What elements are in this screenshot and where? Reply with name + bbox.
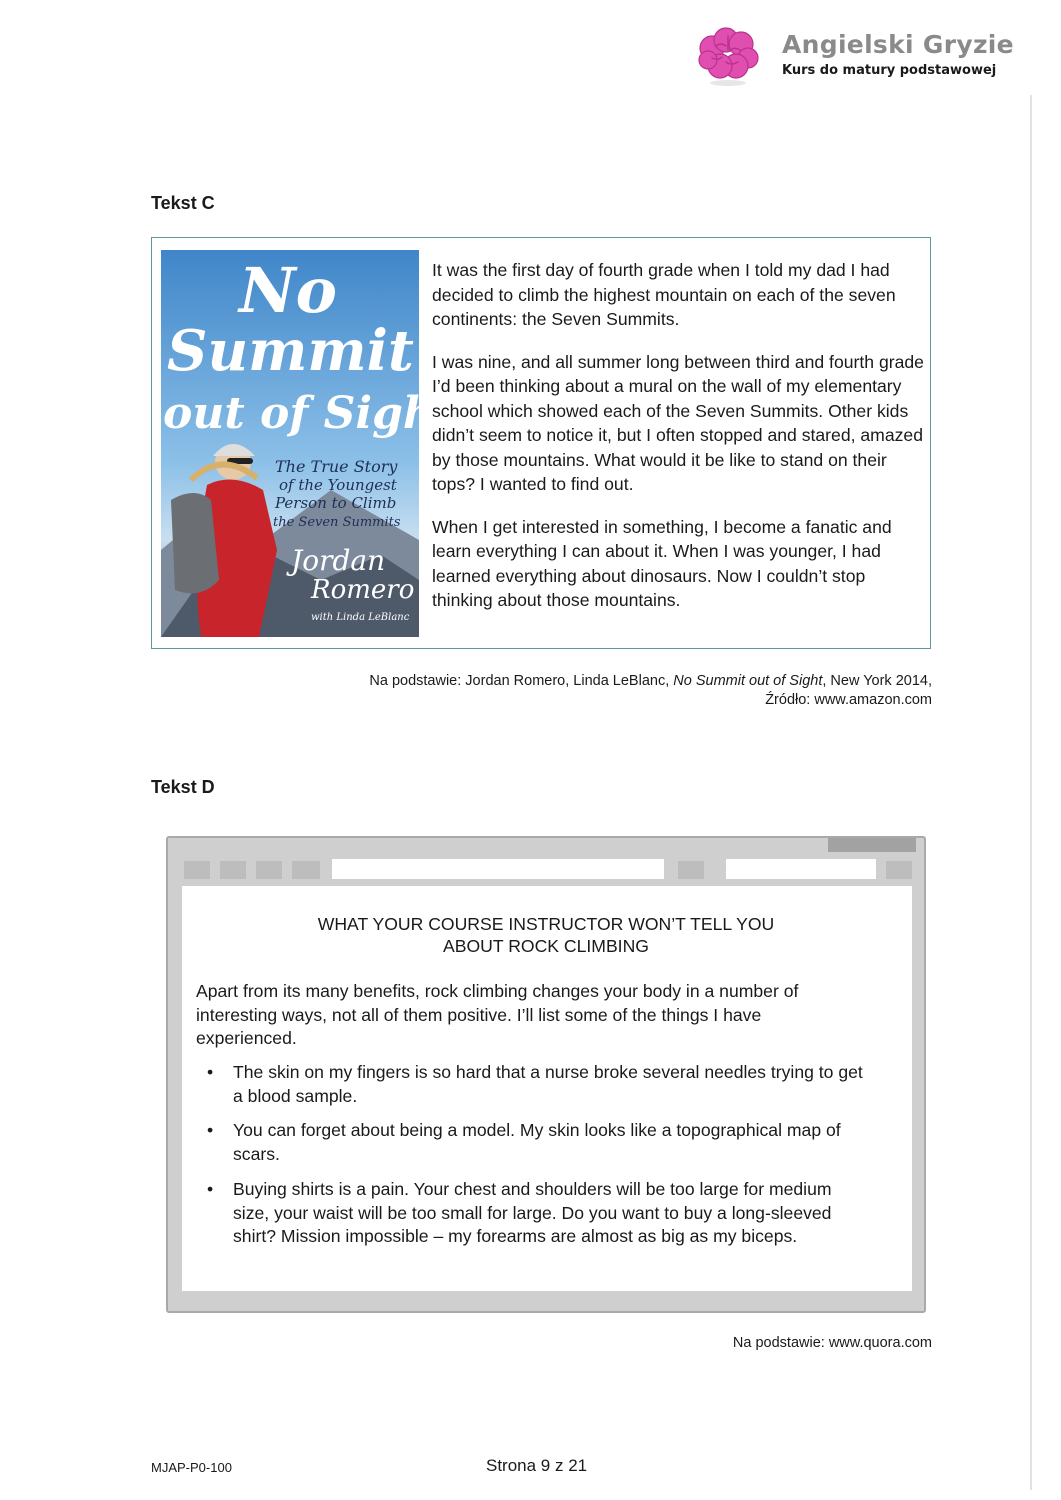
bullet-text: Buying shirts is a pain. Your chest and shoulders will be too large for medium size, your waist will be too small for large. Do you want to buy a long-sleeved shirt? Mission impossible – my forearms are almost as big as my biceps.	[233, 1179, 832, 1246]
logo-title: Angielski Gryzie	[782, 30, 1014, 59]
page-number: Strona 9 z 21	[486, 1456, 588, 1475]
cover-title-line3: out of Sight	[163, 388, 456, 439]
article-bullet	[207, 1119, 867, 1166]
cover-title-line2: Summit	[167, 318, 414, 384]
text-c-paragraph: When I get interested in something, I become a fanatic and learn everything I can about it. When I was younger, I had learned everything about dinosaurs. Now I couldn’t stop thinking about those mountains.	[432, 516, 892, 610]
brain-icon	[696, 26, 760, 88]
text-c-box	[151, 237, 931, 649]
article-intro: Apart from its many benefits, rock climbing changes your body in a number of interesting ways, not all of them positive. I’ll list some of the things I have experienced.	[196, 981, 799, 1048]
logo-subtitle: Kurs do matury podstawowej	[782, 63, 997, 78]
cover-author-first: Jordan	[291, 544, 386, 577]
article-title-line1: WHAT YOUR COURSE INSTRUCTOR WON’T TELL YOU	[317, 914, 775, 934]
text-c-paragraph: It was the first day of fourth grade when I told my dad I had decided to climb the highest mountain on each of the seven continents: the Seven Summits.	[432, 260, 896, 329]
browser-nav-block	[292, 861, 320, 879]
bullet-dot: •	[207, 1062, 214, 1082]
cover-tagline-1: The True Story	[275, 457, 398, 476]
text-d-heading: Tekst D	[151, 777, 215, 797]
browser-search-bar	[726, 859, 876, 879]
bullet-dot: •	[207, 1179, 214, 1199]
brand-logo	[696, 26, 1016, 96]
article-title	[166, 913, 926, 957]
bullet-dot: •	[207, 1120, 214, 1140]
browser-corner-bar	[828, 838, 916, 852]
bullet-text: The skin on my fingers is so hard that a nurse broke several needles trying to get a blood sample.	[233, 1062, 863, 1106]
text-c-source-title: No Summit out of Sight	[673, 673, 823, 689]
cover-tagline-2: of the Youngest	[279, 476, 397, 494]
book-cover-image	[161, 250, 456, 637]
text-d-source: Na podstawie: www.quora.com	[732, 1335, 932, 1351]
browser-nav-block	[184, 861, 210, 879]
cover-title-line1: No	[239, 254, 338, 327]
cover-coauthor: with Linda LeBlanc	[311, 612, 410, 623]
text-c-source-suffix: , New York 2014,	[822, 673, 932, 689]
cover-author-last: Romero	[311, 575, 415, 605]
cover-tagline-4: the Seven Summits	[273, 515, 401, 530]
browser-nav-block	[886, 861, 912, 879]
browser-nav-block	[256, 861, 282, 879]
bullet-text: You can forget about being a model. My skin looks like a topographical map of scars.	[233, 1120, 841, 1164]
page-edge-rule	[1030, 95, 1032, 1490]
article-title-line2: ABOUT ROCK CLIMBING	[443, 936, 649, 956]
browser-nav-block	[678, 861, 704, 879]
text-c-heading: Tekst C	[151, 193, 215, 213]
text-c-source-prefix: Na podstawie: Jordan Romero, Linda LeBlanc,	[369, 673, 674, 689]
text-c-paragraph: I was nine, and all summer long between third and fourth grade I’d been thinking about a mural on the wall of my elementary school which showed each of the Seven Summits. Other kids didn’t seem to notice it, but I often stopped and stared, amazed by those mountains. What would it be like to stand on their tops? I wanted to find out.	[432, 351, 924, 494]
article-bullet	[207, 1061, 867, 1108]
exam-code: MJAP-P0-100	[151, 1460, 232, 1475]
browser-address-bar	[332, 859, 664, 879]
text-c-source-url: Źródło: www.amazon.com	[765, 692, 932, 708]
browser-nav-block	[220, 861, 246, 879]
cover-tagline-3: Person to Climb	[275, 494, 397, 512]
text-c-source	[369, 672, 932, 710]
text-c-body	[432, 258, 927, 613]
article-bullet	[207, 1178, 867, 1249]
